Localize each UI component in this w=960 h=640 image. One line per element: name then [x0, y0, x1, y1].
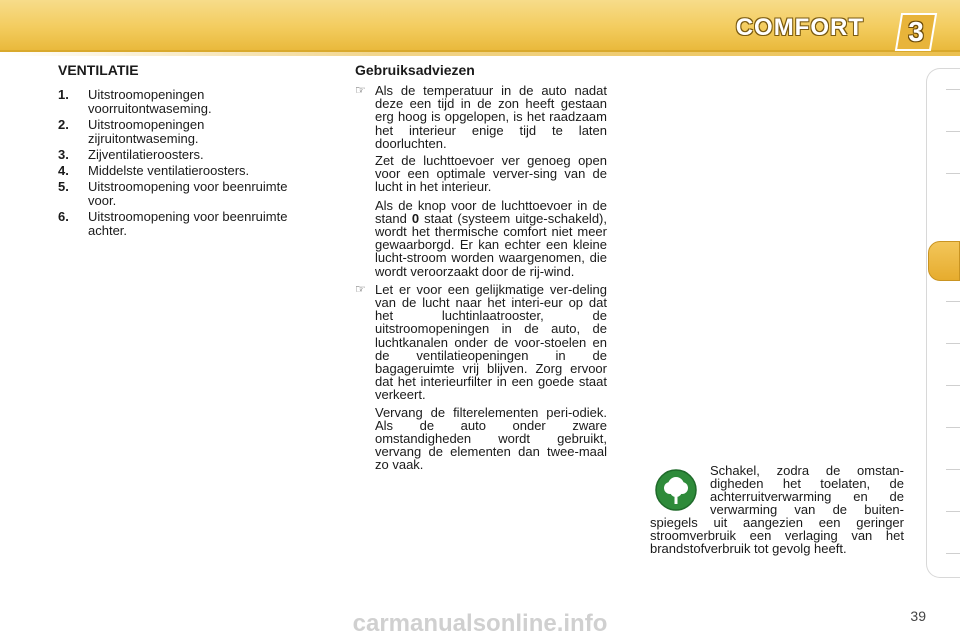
list-item-text: Uitstroomopeningen zijruitontwaseming. — [88, 117, 205, 146]
advice-bullet — [355, 84, 607, 150]
list-item-text: Uitstroomopening voor beenruimte voor. — [88, 179, 288, 208]
list-item-number: 6. — [58, 209, 69, 224]
advice-bullet-text: Als de temperatuur in de auto nadat deze een tijd in de zon heeft gestaan erg hoog is opgelopen, is het raadzaam het interieur enige tijd te laten doorluchten. — [375, 83, 607, 151]
side-tab-strip — [926, 68, 960, 578]
side-tab-divider — [946, 385, 960, 386]
pointing-hand-icon: ☞ — [355, 281, 366, 296]
tree-icon — [654, 468, 698, 512]
advice-title: Gebruiksadviezen — [355, 62, 475, 78]
list-item — [58, 88, 298, 116]
chapter-title: COMFORT — [735, 14, 864, 41]
list-item — [58, 164, 298, 178]
eco-tip-text: Schakel, zodra de omstan-digheden het toelaten, de achterruitverwarming en de verwarming van de buiten-spiegels uit aangezien een geringer stroomverbruik een verlaging van het brandstofverbruik tot gevolg heeft. — [650, 463, 904, 556]
list-item-number: 5. — [58, 179, 69, 194]
side-tab-divider — [946, 89, 960, 90]
side-tab-divider — [946, 511, 960, 512]
list-item — [58, 180, 298, 208]
side-tab-divider — [946, 301, 960, 302]
list-item — [58, 210, 298, 238]
advice-paragraph-text: Als de knop voor de luchttoevoer in de stand — [375, 197, 607, 226]
advice-bullet-text: Let er voor een gelijkmatige ver-deling van de lucht naar het interi-eur op dat het luchtinlaatrooster, de uitstroomopeningen in de auto, de luchtkanalen onder de voor-stoelen en de ventilatieopeningen in de bagageruimte vrij blijven. Zorg ervoor dat het interieurfilter in een goede staat verkeert. — [375, 281, 607, 403]
side-tab-divider — [946, 553, 960, 554]
advice-bold-value: 0 — [411, 210, 420, 226]
list-item-text: Zijventilatieroosters. — [88, 147, 204, 162]
side-tab-divider — [946, 427, 960, 428]
pointing-hand-icon: ☞ — [355, 83, 366, 97]
side-tab-divider — [946, 343, 960, 344]
list-item-text: Uitstroomopeningen voorruitontwaseming. — [88, 87, 212, 116]
list-item-number: 1. — [58, 87, 69, 102]
advice-paragraph-text: staat (systeem uitge-schakeld), wordt het thermische comfort niet meer gewaarborgd. Er kan echter een kleine lucht-stroom worden waargenomen, die wordt veroorzaakt door de rij-wind. — [375, 210, 607, 279]
ventilatie-title: VENTILATIE — [58, 62, 139, 78]
list-item-text: Uitstroomopening voor beenruimte achter. — [88, 209, 288, 238]
advice-paragraph: Zet de luchttoevoer ver genoeg open voor een optimale verver-sing van de lucht in het interieur. — [375, 153, 607, 195]
eco-tip — [650, 464, 904, 555]
side-tab-active[interactable] — [928, 241, 960, 281]
advice-paragraph — [355, 199, 607, 278]
chapter-badge — [894, 12, 938, 52]
side-tab-divider — [946, 469, 960, 470]
list-item — [58, 118, 298, 146]
chapter-number: 3 — [908, 16, 924, 47]
advice-block — [355, 84, 607, 477]
list-item — [58, 148, 298, 162]
watermark: carmanualsonline.info — [352, 610, 608, 637]
list-item-number: 3. — [58, 147, 69, 162]
side-tab-divider — [946, 131, 960, 132]
list-item-number: 4. — [58, 163, 69, 178]
page-number: 39 — [910, 608, 926, 624]
list-item-text: Middelste ventilatieroosters. — [88, 163, 250, 178]
side-tab-divider — [946, 173, 960, 174]
list-item-number: 2. — [58, 117, 69, 132]
advice-bullet — [355, 283, 607, 402]
advice-paragraph: Vervang de filterelementen peri-odiek. Als de auto onder zware omstandigheden wordt gebruikt, vervang de elementen dan twee-maal zo vaak. — [375, 404, 607, 473]
